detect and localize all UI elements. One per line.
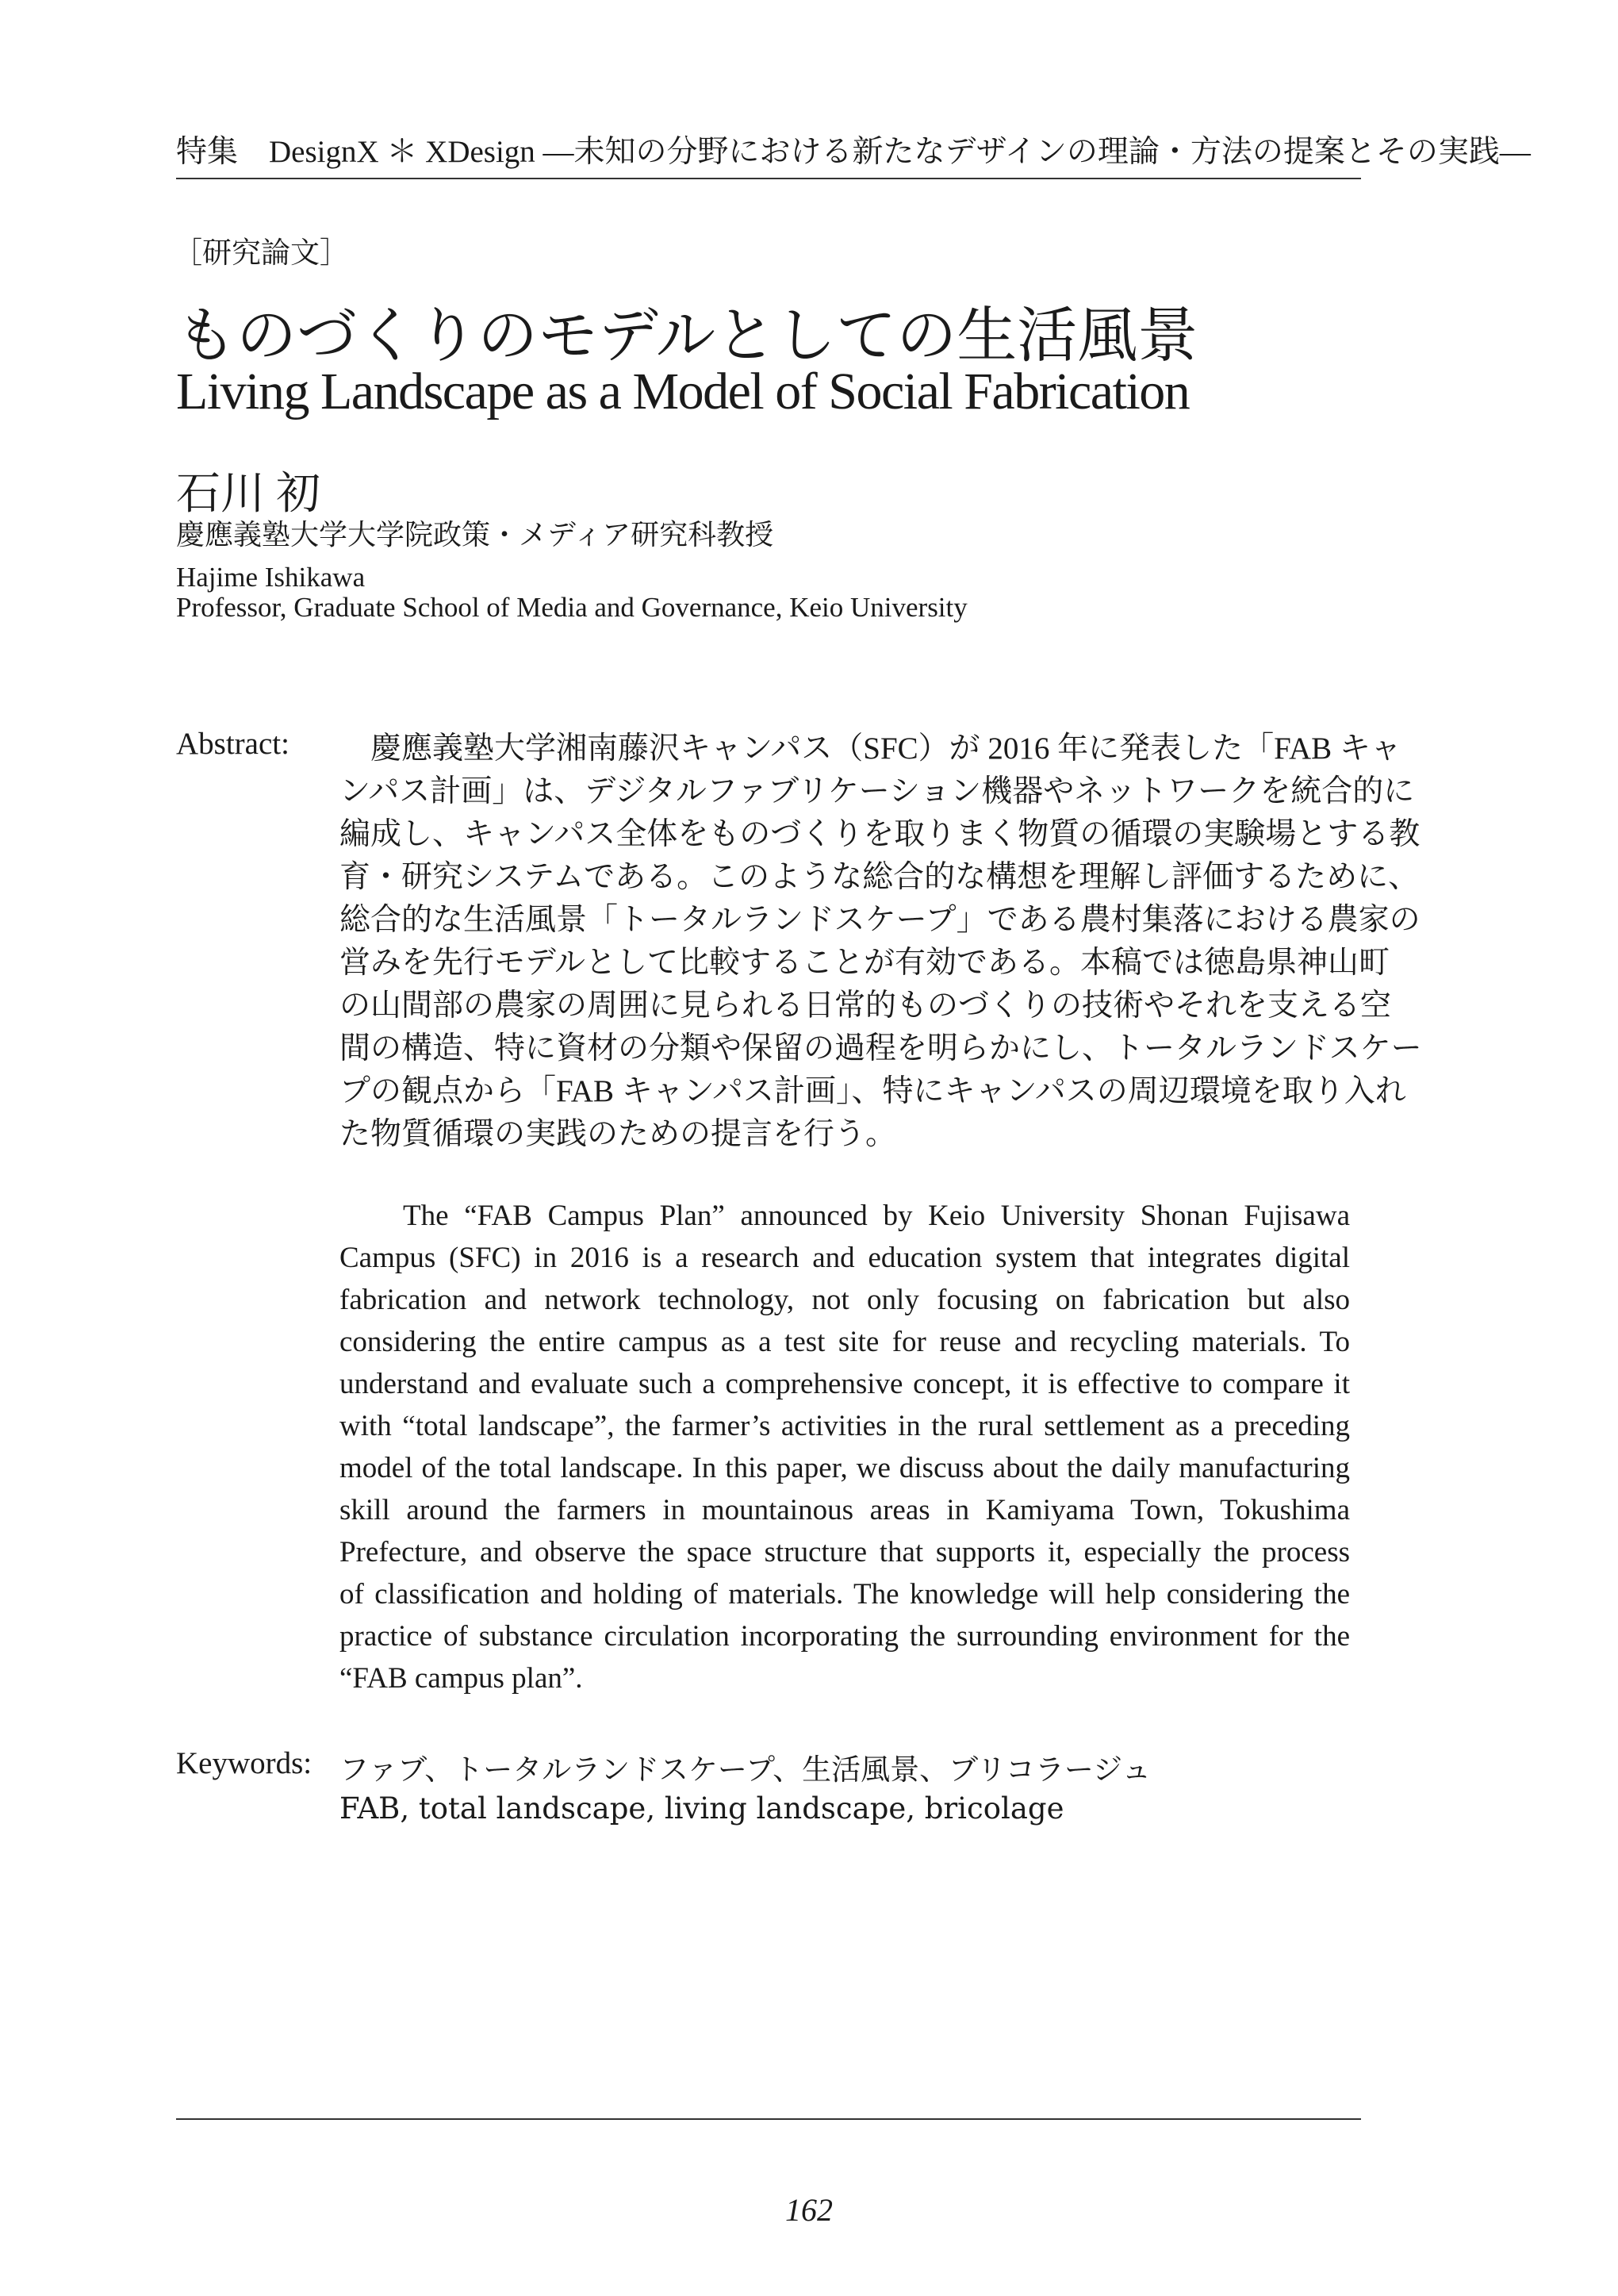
title-en: Living Landscape as a Model of Social Fabrication bbox=[176, 363, 1190, 420]
abstract-en-line: fabrication and network technology, not only focusing on fabrication but also bbox=[339, 1284, 1350, 1316]
abstract-en-line: skill around the farmers in mountainous areas in Kamiyama Town, Tokushima bbox=[339, 1494, 1350, 1526]
abstract-label: Abstract: bbox=[176, 727, 289, 761]
author-en: Hajime Ishikawa bbox=[176, 562, 366, 593]
abstract-en-line: with “total landscape”, the farmer’s activities in the rural settlement as a preceding bbox=[339, 1410, 1350, 1442]
abstract-en-line: Prefecture, and observe the space structure that supports it, especially the process bbox=[339, 1536, 1350, 1568]
abstract-en-line: of classification and holding of materials. The knowledge will help considering the bbox=[339, 1578, 1350, 1611]
abstract-en-line: practice of substance circulation incorporating the surrounding environment for the bbox=[339, 1620, 1350, 1653]
abstract-ja-line: の山間部の農家の周囲に見られる日常的ものづくりの技術やそれを支える空 bbox=[339, 989, 1392, 1023]
abstract-en-line: understand and evaluate such a comprehensive concept, it is effective to compare it bbox=[339, 1368, 1350, 1400]
abstract-en-line: considering the entire campus as a test site for reuse and recycling materials. To bbox=[339, 1326, 1350, 1358]
author-ja: 石川 初 bbox=[176, 470, 320, 519]
abstract-ja-line: ンパス計画」は、デジタルファブリケーション機器やネットワークを統合的に bbox=[339, 774, 1415, 808]
affiliation-en: Professor, Graduate School of Media and Governance, Keio University bbox=[176, 592, 968, 623]
article-category: ［研究論文］ bbox=[173, 237, 349, 270]
abstract-en-line: “FAB campus plan”. bbox=[339, 1662, 583, 1695]
abstract-en-line: model of the total landscape. In this paper, we discuss about the daily manufacturing bbox=[339, 1452, 1350, 1484]
header-rule bbox=[176, 178, 1361, 179]
keywords-en: FAB, total landscape, living landscape, bricolage bbox=[339, 1791, 1064, 1826]
abstract-ja-line: た物質循環の実践のための提言を行う。 bbox=[339, 1117, 897, 1151]
abstract-ja-line: 総合的な生活風景「トータルランドスケープ」である農村集落における農家の bbox=[339, 903, 1421, 937]
affiliation-ja: 慶應義塾大学大学院政策・メディア研究科教授 bbox=[176, 519, 774, 551]
abstract-en-line: The “FAB Campus Plan” announced by Keio University Shonan Fujisawa bbox=[403, 1200, 1350, 1232]
keywords-ja: ファブ、トータルランドスケープ、生活風景、ブリコラージュ bbox=[339, 1754, 1152, 1787]
keywords-label: Keywords: bbox=[176, 1746, 312, 1780]
abstract-ja-line: 育・研究システムである。このような総合的な構想を理解し評価するために、 bbox=[339, 860, 1420, 894]
abstract-ja-line: 間の構造、特に資材の分類や保留の過程を明らかにし、トータルランドスケー bbox=[339, 1031, 1422, 1065]
abstract-ja-line: プの観点から「FAB キャンパス計画」、特にキャンパスの周辺環境を取り入れ bbox=[339, 1074, 1406, 1108]
title-ja: ものづくりのモデルとしての生活風景 bbox=[176, 300, 1198, 371]
abstract-ja-line: 慶應義塾大学湘南藤沢キャンパス（SFC）が 2016 年に発表した「FAB キャ bbox=[339, 731, 1401, 766]
page-number: 162 bbox=[785, 2192, 833, 2228]
running-header: 特集 DesignX ＊ XDesign ―未知の分野における新たなデザインの理論・方法の提案とその実践― bbox=[176, 135, 1531, 169]
abstract-ja-line: 営みを先行モデルとして比較することが有効である。本稿では徳島県神山町 bbox=[339, 946, 1390, 980]
abstract-ja-line: 編成し、キャンパス全体をものづくりを取りまく物質の循環の実験場とする教 bbox=[339, 817, 1421, 851]
footer-rule bbox=[176, 2118, 1361, 2120]
abstract-en-line: Campus (SFC) in 2016 is a research and education system that integrates digital bbox=[339, 1242, 1350, 1274]
